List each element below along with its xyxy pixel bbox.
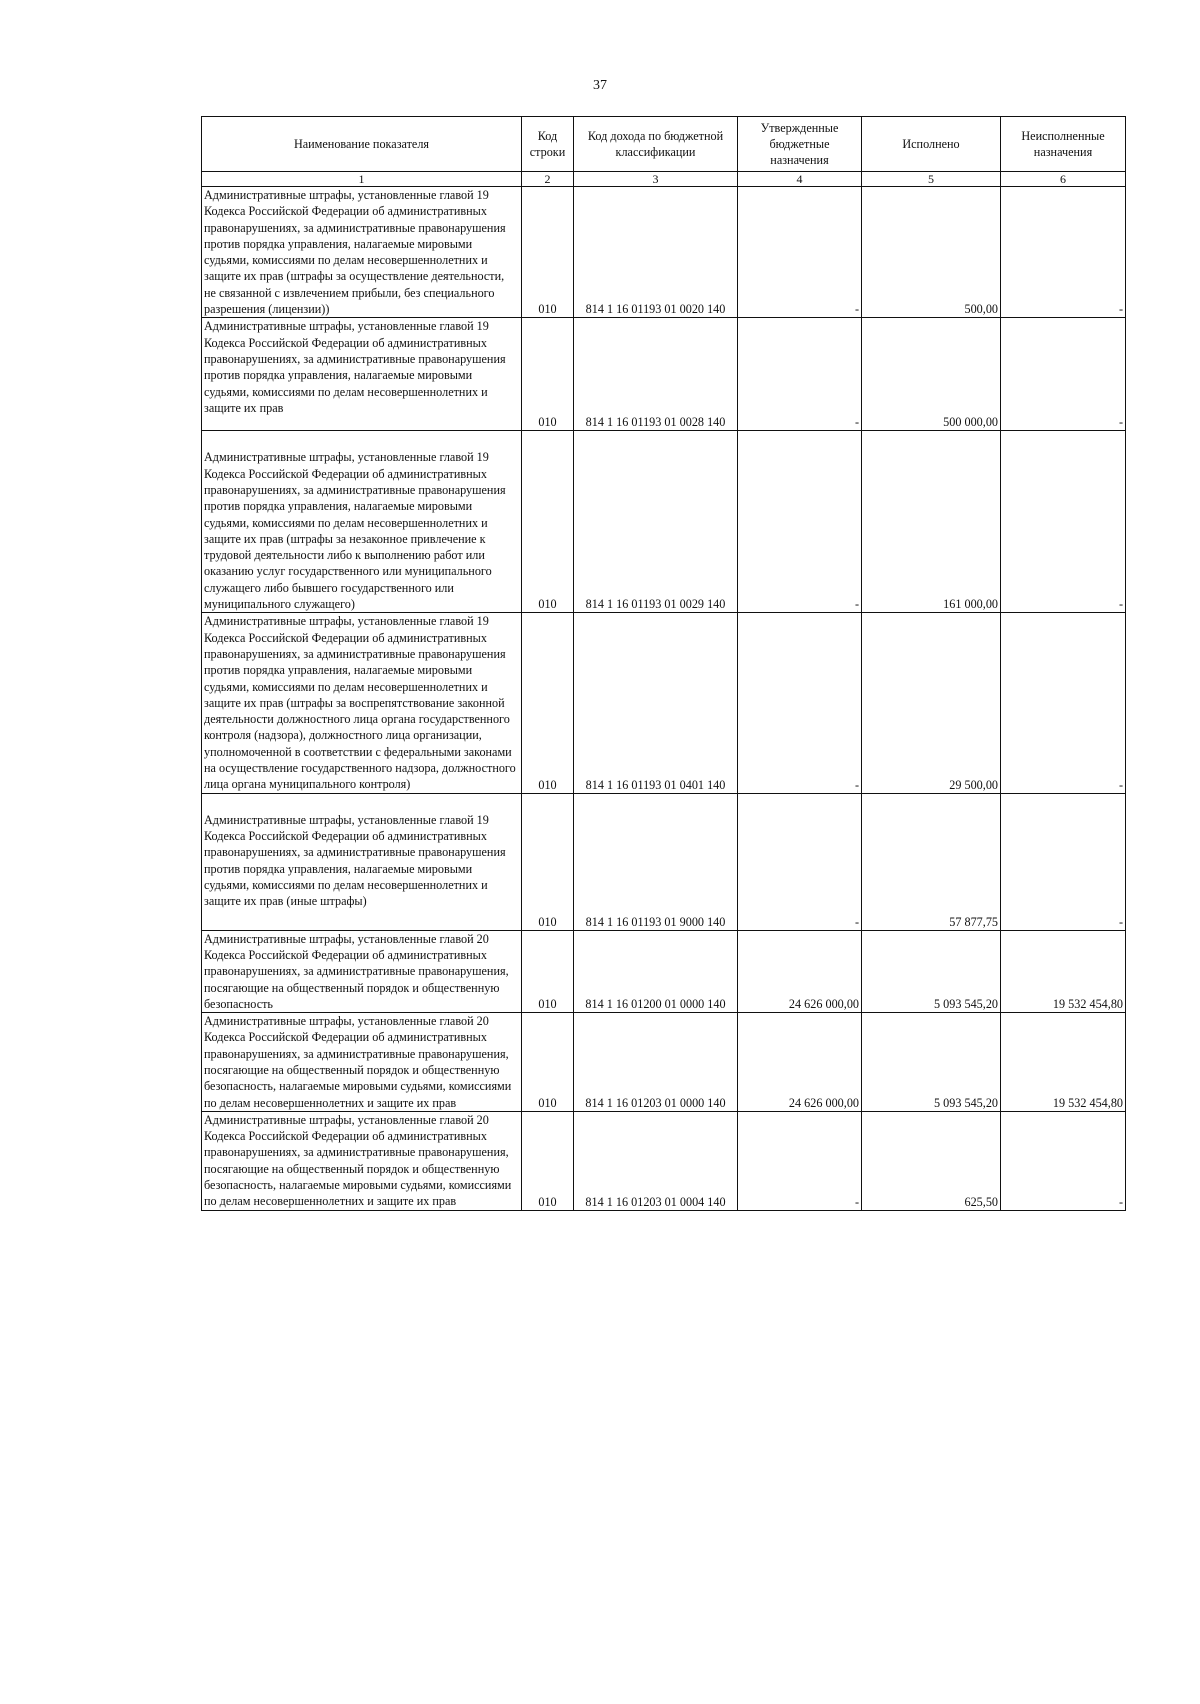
line-code: 010	[522, 793, 574, 930]
column-number: 1	[202, 172, 522, 187]
income-code: 814 1 16 01203 01 0004 140	[574, 1111, 738, 1210]
unexecuted-value: 19 532 454,80	[1001, 1013, 1126, 1112]
header-indicator-name: Наименование показателя	[202, 117, 522, 172]
line-code: 010	[522, 431, 574, 613]
indicator-name: Административные штрафы, установленные главой 19 Кодекса Российской Федерации об административных правонарушениях, за административные правонарушения против порядка управления, налагаемые мировыми судьями, комиссиями по делам несовершеннолетних и защите их прав (штрафы за осуществление деятельности, не связанной с извлечением прибыли, без специального разрешения (лицензии))	[202, 187, 522, 318]
budget-execution-table	[201, 116, 1126, 1211]
approved-value: -	[738, 613, 862, 793]
table-row	[202, 613, 1126, 793]
indicator-name: Административные штрафы, установленные главой 19 Кодекса Российской Федерации об административных правонарушениях, за административные правонарушения против порядка управления, налагаемые мировыми судьями, комиссиями по делам несовершеннолетних и защите их прав (штрафы за воспрепятствование законной деятельности должностного лица органа государственного контроля (надзора), должностного лица организации, уполномоченной в соответствии с федеральными законами на осуществление государственного надзора, должностного лица органа муниципального контроля)	[202, 613, 522, 793]
table-row	[202, 1013, 1126, 1112]
approved-value: -	[738, 187, 862, 318]
column-number: 6	[1001, 172, 1126, 187]
table-row	[202, 187, 1126, 318]
header-approved: Утвержденные бюджетные назначения	[738, 117, 862, 172]
executed-value: 625,50	[862, 1111, 1001, 1210]
line-code: 010	[522, 1013, 574, 1112]
executed-value: 57 877,75	[862, 793, 1001, 930]
header-line-code: Код строки	[522, 117, 574, 172]
header-unexecuted: Неисполненные назначения	[1001, 117, 1126, 172]
unexecuted-value: -	[1001, 318, 1126, 431]
unexecuted-value: -	[1001, 793, 1126, 930]
income-code: 814 1 16 01193 01 0029 140	[574, 431, 738, 613]
executed-value: 5 093 545,20	[862, 930, 1001, 1012]
executed-value: 5 093 545,20	[862, 1013, 1001, 1112]
income-code: 814 1 16 01200 01 0000 140	[574, 930, 738, 1012]
page-number: 37	[593, 78, 607, 93]
table-row	[202, 318, 1126, 431]
executed-value: 500 000,00	[862, 318, 1001, 431]
income-code: 814 1 16 01193 01 0401 140	[574, 613, 738, 793]
executed-value: 29 500,00	[862, 613, 1001, 793]
column-number: 2	[522, 172, 574, 187]
approved-value: -	[738, 1111, 862, 1210]
line-code: 010	[522, 187, 574, 318]
income-code: 814 1 16 01193 01 9000 140	[574, 793, 738, 930]
header-row	[202, 117, 1126, 172]
approved-value: 24 626 000,00	[738, 930, 862, 1012]
unexecuted-value: -	[1001, 431, 1126, 613]
indicator-name: Административные штрафы, установленные главой 20 Кодекса Российской Федерации об административных правонарушениях, за административные правонарушения, посягающие на общественный порядок и общественную безопасность, налагаемые мировыми судьями, комиссиями по делам несовершеннолетних и защите их прав	[202, 1111, 522, 1210]
indicator-name: Административные штрафы, установленные главой 19 Кодекса Российской Федерации об административных правонарушениях, за административные правонарушения против порядка управления, налагаемые мировыми судьями, комиссиями по делам несовершеннолетних и защите их прав (иные штрафы)	[202, 793, 522, 930]
indicator-name: Административные штрафы, установленные главой 19 Кодекса Российской Федерации об административных правонарушениях, за административные правонарушения против порядка управления, налагаемые мировыми судьями, комиссиями по делам несовершеннолетних и защите их прав	[202, 318, 522, 431]
column-number-row	[202, 172, 1126, 187]
approved-value: 24 626 000,00	[738, 1013, 862, 1112]
line-code: 010	[522, 613, 574, 793]
executed-value: 500,00	[862, 187, 1001, 318]
header-income-code: Код дохода по бюджетной классификации	[574, 117, 738, 172]
unexecuted-value: 19 532 454,80	[1001, 930, 1126, 1012]
indicator-name: Административные штрафы, установленные главой 20 Кодекса Российской Федерации об административных правонарушениях, за административные правонарушения, посягающие на общественный порядок и общественную безопасность, налагаемые мировыми судьями, комиссиями по делам несовершеннолетних и защите их прав	[202, 1013, 522, 1112]
table-row	[202, 1111, 1126, 1210]
column-number: 3	[574, 172, 738, 187]
approved-value: -	[738, 793, 862, 930]
table-row	[202, 793, 1126, 930]
indicator-name: Административные штрафы, установленные главой 19 Кодекса Российской Федерации об административных правонарушениях, за административные правонарушения против порядка управления, налагаемые мировыми судьями, комиссиями по делам несовершеннолетних и защите их прав (штрафы за незаконное привлечение к трудовой деятельности либо к выполнению работ или оказанию услуг государственного или муниципального служащего либо бывшего государственного или муниципального служащего)	[202, 431, 522, 613]
header-executed: Исполнено	[862, 117, 1001, 172]
column-number: 4	[738, 172, 862, 187]
unexecuted-value: -	[1001, 187, 1126, 318]
approved-value: -	[738, 431, 862, 613]
table-row	[202, 930, 1126, 1012]
approved-value: -	[738, 318, 862, 431]
column-number: 5	[862, 172, 1001, 187]
line-code: 010	[522, 930, 574, 1012]
table-row	[202, 431, 1126, 613]
unexecuted-value: -	[1001, 1111, 1126, 1210]
income-code: 814 1 16 01203 01 0000 140	[574, 1013, 738, 1112]
unexecuted-value: -	[1001, 613, 1126, 793]
line-code: 010	[522, 318, 574, 431]
income-code: 814 1 16 01193 01 0020 140	[574, 187, 738, 318]
indicator-name: Административные штрафы, установленные главой 20 Кодекса Российской Федерации об административных правонарушениях, за административные правонарушения, посягающие на общественный порядок и общественную безопасность	[202, 930, 522, 1012]
line-code: 010	[522, 1111, 574, 1210]
executed-value: 161 000,00	[862, 431, 1001, 613]
income-code: 814 1 16 01193 01 0028 140	[574, 318, 738, 431]
